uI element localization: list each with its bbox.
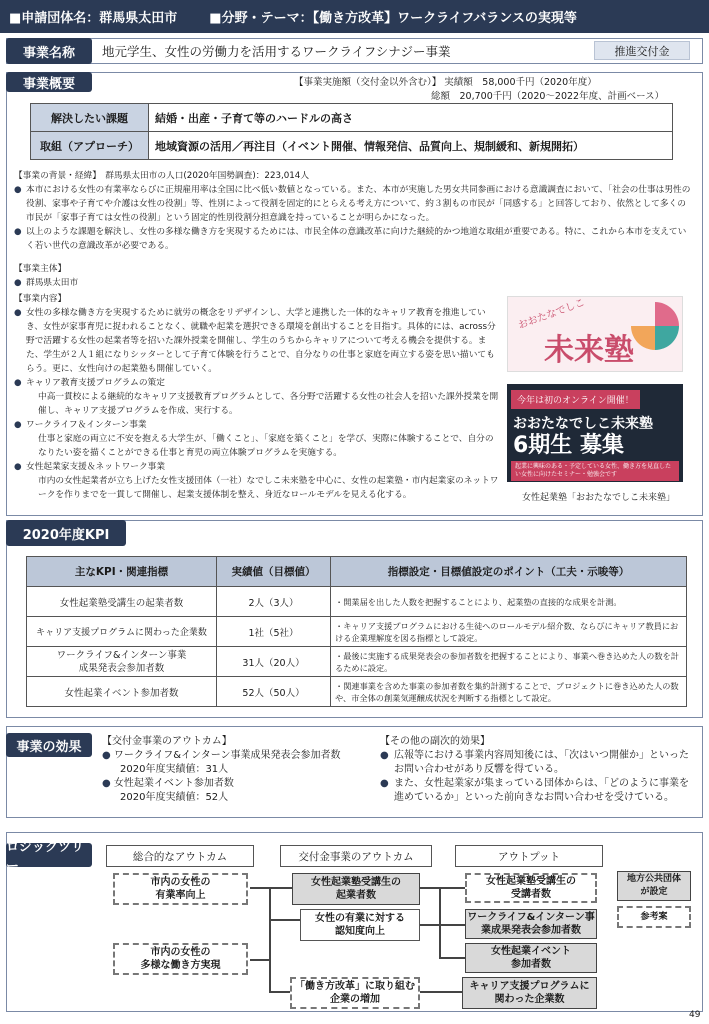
- content-4-title: 女性起業家支援＆ネットワーク事業: [26, 462, 165, 472]
- image-caption: 女性起業塾「おおたなでしこ未来塾」: [522, 493, 676, 503]
- theme-label: ■分野・テーマ：【働き方改革】ワークライフバランスの実現等: [209, 11, 577, 26]
- content-title: 【事業内容】: [14, 294, 67, 304]
- bullet-icon: ●: [14, 462, 22, 472]
- issue-text: 結婚・出産・子育て等のハードルの高さ: [149, 104, 673, 132]
- side-title: 【その他の副次的効果】: [380, 736, 490, 747]
- logo-title: 未来塾: [544, 333, 634, 368]
- output-node-event: 女性起業イベント 参加者数: [465, 943, 597, 973]
- background-text-1: 本市における女性の有業率ならびに正規雇用率は全国に比べ低い数値となっている。また、本市が実施した男女共同参画における意識調査において、「社会の仕事は男性の役割、家事や子育てや介護は女性の役割」等、性別によって役割を固定的にとらえる考え方について、約３割もの市民が「同感する」と回答しており、依然として多くの市民が「家事子育ては女性の役割」という固定的性別役割分担意識を持っていることが明らかになった。: [26, 185, 691, 223]
- bullet-icon: ●: [14, 378, 22, 388]
- kpi-tab: 2020年度KPI: [6, 520, 126, 546]
- background-title: 【事業の背景・経緯】 群馬県太田市の人口(2020年国勢調査)：223,014人: [14, 171, 310, 181]
- bullet-icon: ●: [14, 278, 22, 288]
- content-text-1: 女性の多様な働き方を実現するために就労の概念をリデザインし、大学と連携した一体的なキャリア教育を推進していき、女性が家事育児に捉われることなく、就職や起業を選択できる環境を創出することを目指す。具体的には、across分野で活躍する女性の起業者等を招いた課外授業を開催し、学生のうちからキャリアについて考える機会を提供する。また、学生が２人１組になりシッターとして子育て体験を行うことで、自分なりの仕事と家庭を両立する姿を思い描いてもらう。更に、女性向けの起業塾も開催していく。: [26, 308, 496, 374]
- project-name-tab: 事業名称: [6, 38, 92, 64]
- outcome-1-value: 2020年度実績値：31人: [120, 764, 229, 775]
- issue-label: 解決したい課題: [31, 104, 149, 132]
- bullet-icon: ●: [14, 420, 22, 430]
- bullet-icon: ●: [14, 227, 22, 237]
- bullet-icon: ●: [102, 750, 114, 761]
- content-text-3: 仕事と家庭の両立に不安を抱える大学生が、「働くこと」、「家庭を築くこと」を学び、実際に体験することで、自分のなりたい姿を描くことができる仕事と育児の両立体験プログラムを実施する。: [38, 434, 494, 458]
- bullet-icon: ●: [14, 308, 22, 318]
- outcome-2-value: 2020年度実績値：52人: [120, 792, 229, 803]
- bullet-icon: ●: [380, 778, 389, 789]
- kpi-name: ワークライフ&インターン事業 成果発表会参加者数: [27, 647, 217, 677]
- bullet-icon: ●: [14, 185, 22, 195]
- bullet-icon: ●: [102, 778, 114, 789]
- page-number: 49: [689, 1010, 701, 1020]
- kpi-header-name: 主なKPI・関連指標: [27, 557, 217, 587]
- logic-header-grant: 交付金事業のアウトカム: [280, 845, 432, 867]
- side-effect-2: また、女性起業家が集まっている団体からは、「どのように事業を進めているか」といった前向きなお問い合わせを受けている。: [394, 778, 689, 803]
- poster-description: 起業に興味のある・予定している女性、働き方を見直したい女性に向けたセミナー・勉強会です: [511, 461, 679, 481]
- cost-line-1: 【事業実施額（交付金以外含む）】 実績額 58,000千円（2020年度）: [294, 77, 597, 88]
- grant-node-awareness: 女性の有業に対する 認知度向上: [300, 909, 420, 941]
- bullet-icon: ●: [380, 750, 389, 761]
- kpi-point: ・関連事業を含めた事業の参加者数を集約計測することで、プロジェクトに巻き込めた人の数や、市全体の創業気運醸成状況を判断する指標として設定。: [331, 677, 687, 707]
- outcome-node-diverse-work: 市内の女性の 多様な働き方実現: [113, 943, 248, 975]
- logo-subtitle: おおたなでしこ: [516, 297, 587, 332]
- outcome-2: 女性起業イベント参加者数: [113, 778, 234, 789]
- side-effect-1: 広報等における事業内容周知後には、「次はいつ開催か」といったお問い合わせがあり反響を得ている。: [394, 750, 689, 775]
- output-node-participants: 女性起業塾受講生の 受講者数: [465, 873, 597, 903]
- outcome-title: 【交付金事業のアウトカム】: [102, 736, 232, 747]
- legend-set-by-government: 地方公共団体 が設定: [617, 871, 691, 901]
- kpi-header-value: 実績値（目標値）: [217, 557, 331, 587]
- kpi-point: ・キャリア支援プログラムにおける生徒へのロールモデル紹介数、ならびにキャリア教員における企業理解度を図る指標として設定。: [331, 617, 687, 647]
- applicant-label: ■申請団体名：群馬県太田市: [9, 11, 178, 26]
- grant-node-founders: 女性起業塾受講生の 起業者数: [292, 873, 420, 905]
- logic-header-overall: 総合的なアウトカム: [106, 845, 254, 867]
- kpi-value: 1社（5社）: [217, 617, 331, 647]
- poster-top-banner: 今年は初のオンライン開催！: [511, 390, 640, 409]
- logic-tree-tab: ロジックツリー: [6, 843, 92, 867]
- overview-tab: 事業概要: [6, 72, 92, 92]
- kpi-value: 31人（20人）: [217, 647, 331, 677]
- poster-subtitle: おおたなでしこ未来塾: [513, 416, 653, 432]
- kpi-header-point: 指標設定・目標値設定のポイント（工夫・示唆等）: [331, 557, 687, 587]
- output-node-presentation: ワークライフ&インターン事 業成果発表会参加者数: [465, 909, 597, 939]
- content-2-title: キャリア教育支援プログラムの策定: [26, 378, 165, 388]
- kpi-point: ・最後に実施する成果発表会の参加者数を把握することにより、事業へ巻き込めた人の数を計るために設定。: [331, 647, 687, 677]
- effect-tab: 事業の効果: [6, 733, 92, 757]
- approach-label: 取組（アプローチ）: [31, 132, 149, 160]
- kpi-value: 2人（3人）: [217, 587, 331, 617]
- outcome-node-employment: 市内の女性の 有業率向上: [113, 873, 248, 905]
- logic-header-output: アウトプット: [455, 845, 603, 867]
- poster-title: 6期生 募集: [513, 433, 624, 458]
- grant-type-badge: 推進交付金: [594, 41, 690, 60]
- background-text-2: 以上のような課題を解決し、女性の多様な働き方を実現するためには、市民全体の意識改革に向けた継続的かつ地道な取組が重要である。特に、これから本市を支えていく若い世代の意識改革が必要である。: [26, 227, 687, 251]
- entity-text: 群馬県太田市: [26, 278, 79, 288]
- kpi-value: 52人（50人）: [217, 677, 331, 707]
- grant-node-companies: 「働き方改革」に取り組む 企業の増加: [290, 977, 420, 1009]
- entity-title: 【事業主体】: [14, 264, 67, 274]
- kpi-name: キャリア支援プログラムに関わった企業数: [27, 617, 217, 647]
- kpi-name: 女性起業塾受講生の起業者数: [27, 587, 217, 617]
- legend-reference: 参考案: [617, 906, 691, 928]
- project-name: 地元学生、女性の労働力を活用するワークライフシナジー事業: [102, 44, 451, 59]
- content-text-2: 中高一貫校による継続的なキャリア支援教育プログラムとして、各分野で活躍する女性の社会人を招いた課外授業を開催し、キャリア支援プログラムを作成、実行する。: [38, 392, 499, 416]
- content-3-title: ワークライフ＆インターン事業: [26, 420, 147, 430]
- cost-line-2: 総額 20,700千円（2020～2022年度、計画ベース）: [431, 91, 665, 102]
- output-node-career-program: キャリア支援プログラムに 関わった企業数: [462, 977, 597, 1009]
- kpi-name: 女性起業イベント参加者数: [27, 677, 217, 707]
- kpi-point: ・開業届を出した人数を把握することにより、起業塾の直接的な成果を計測。: [331, 587, 687, 617]
- approach-text: 地域資源の活用／再注目（イベント開催、情報発信、品質向上、規制緩和、新規開拓）: [149, 132, 673, 160]
- outcome-1: ワークライフ&インターン事業成果発表会参加者数: [113, 750, 341, 761]
- content-text-4: 市内の女性起業者が立ち上げた女性支援団体（一社）なでしこ未来塾を中心に、女性の起業塾・市内起業家のネットワークを作りまでを一貫して開催し、起業支援体制を整え、身近なロールモデルを見える化する。: [38, 476, 499, 500]
